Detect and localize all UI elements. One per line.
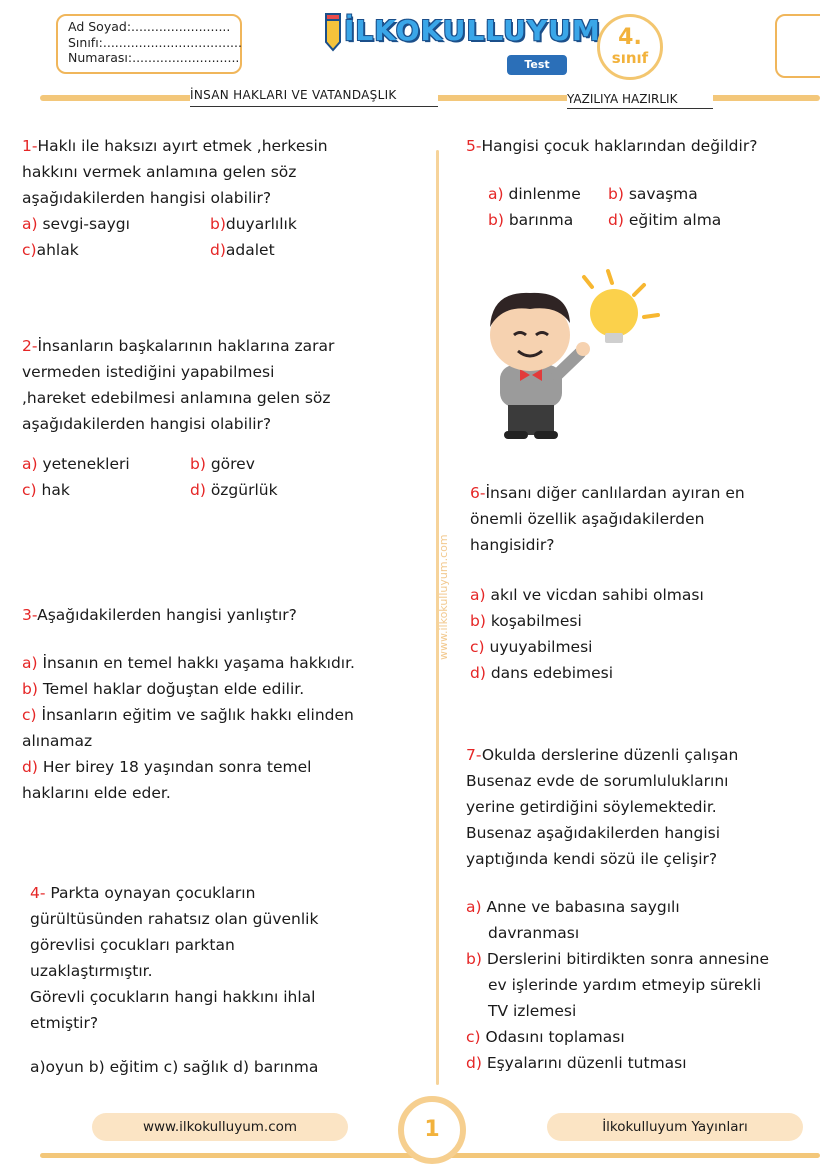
question-5 [466,133,816,233]
option-d[interactable]: d) Eşyalarını düzenli tutması [466,1054,687,1072]
question-number: 7- [466,746,482,764]
option-b[interactable]: b) Derslerini bitirdikten sonra annesine ev işlerinde yardım etmeyip sürekli TV izlemesi [466,950,770,1020]
option-a[interactable]: a) akıl ve vicdan sahibi olması [470,586,704,604]
option-a[interactable]: a) dinlenme [488,185,581,203]
question-text: hakkını vermek anlamına gelen söz [22,163,297,181]
question-text: vermeden istediğini yapabilmesi [22,363,275,381]
question-text: önemli özellik aşağıdakilerden [470,510,705,528]
question-7 [466,742,810,1076]
question-3 [22,602,382,806]
section-title: YAZILIYA HAZIRLIK [567,92,713,109]
option-c[interactable]: c) uyuyabilmesi [470,638,593,656]
option-a[interactable]: a) İnsanın en temel hakkı yaşama hakkıdır. [22,654,355,672]
question-text: etmiştir? [30,1014,99,1032]
question-4 [30,880,430,1080]
question-number: 6- [470,484,486,502]
option-d[interactable]: d) Her birey 18 yaşından sonra temel haklarını elde eder. [22,758,312,802]
question-text: Busenaz evde de sorumluluklarını [466,772,729,790]
option-a[interactable]: a) Anne ve babasına saygılı davranması [466,898,680,942]
question-number: 3- [22,606,38,624]
option-d[interactable]: d) özgürlük [190,481,278,499]
question-text: Görevli çocukların hangi hakkını ihlal [30,988,316,1006]
question-text: aşağıdakilerden hangisi olabilir? [22,415,272,433]
option-c[interactable]: c) İnsanların eğitim ve sağlık hakkı elinden alınamaz [22,706,354,750]
pencil-icon [320,12,346,52]
question-text: İnsanların başkalarının haklarına zarar [37,337,335,355]
page-number: 1 [398,1096,466,1164]
question-text: Haklı ile haksızı ayırt etmek ,herkesin [37,137,328,155]
grade-number: 4. [618,25,642,50]
option-b[interactable]: b) savaşma [608,185,698,203]
question-text: Aşağıdakilerden hangisi yanlıştır? [37,606,297,624]
boy-idea-illustration [462,265,662,465]
question-text: İnsanı diğer canlılardan ayıran en [485,484,745,502]
question-text: yaptığında kendi sözü ile çelişir? [466,850,718,868]
option-d[interactable]: d) dans edebimesi [470,664,614,682]
option-a[interactable]: a) sevgi-saygı [22,215,130,233]
option-d[interactable]: d) eğitim alma [608,211,722,229]
option-c[interactable]: c)ahlak [22,241,79,259]
question-text: gürültüsünden rahatsız olan güvenlik [30,910,319,928]
question-text: aşağıdakilerden hangisi olabilir? [22,189,272,207]
logo-text: İLKOKULLUYUM [344,14,601,47]
test-badge: Test [507,55,567,75]
question-6 [470,480,810,686]
grade-badge [597,14,663,80]
option-c[interactable]: c) hak [22,481,70,499]
option-b[interactable]: b)duyarlılık [210,215,297,233]
question-text: yerine getirdiğini söylemektedir. [466,798,717,816]
options-line[interactable]: a)oyun b) eğitim c) sağlık d) barınma [30,1058,319,1076]
question-2 [22,333,422,503]
question-number: 2- [22,337,38,355]
question-text: görevlisi çocukları parktan [30,936,235,954]
score-box [775,14,820,78]
footer-publisher: İlkokulluyum Yayınları [547,1113,803,1141]
option-d[interactable]: d)adalet [210,241,275,259]
question-text: ,hareket edebilmesi anlamına gelen söz [22,389,331,407]
grade-label: sınıf [611,49,649,67]
question-text: Okulda derslerine düzenli çalışan [481,746,739,764]
question-1 [22,133,422,263]
watermark-text: www.ilkokulluyum.com [437,534,450,660]
option-a[interactable]: a) yetenekleri [22,455,130,473]
option-c[interactable]: b) barınma [488,211,574,229]
question-text: Hangisi çocuk haklarından değildir? [481,137,758,155]
option-b[interactable]: b) Temel haklar doğuştan elde edilir. [22,680,305,698]
student-info-box [56,14,242,74]
question-number: 1- [22,137,38,155]
topic-title: İNSAN HAKLARI VE VATANDAŞLIK [190,88,438,107]
class-line: Sınıfı:................................... [68,34,242,50]
question-number: 4- [30,884,46,902]
question-text: hangisidir? [470,536,555,554]
question-number: 5- [466,137,482,155]
footer-website[interactable]: www.ilkokulluyum.com [92,1113,348,1141]
option-b[interactable]: b) koşabilmesi [470,612,582,630]
question-text: Parkta oynayan çocukların [45,884,256,902]
option-c[interactable]: c) Odasını toplaması [466,1028,625,1046]
name-line: Ad Soyad:......................... [68,19,231,34]
number-line: Numarası:........................... [68,50,240,65]
option-b[interactable]: b) görev [190,455,255,473]
brand-logo [320,10,601,58]
question-text: Busenaz aşağıdakilerden hangisi [466,824,721,842]
question-text: uzaklaştırmıştır. [30,962,153,980]
